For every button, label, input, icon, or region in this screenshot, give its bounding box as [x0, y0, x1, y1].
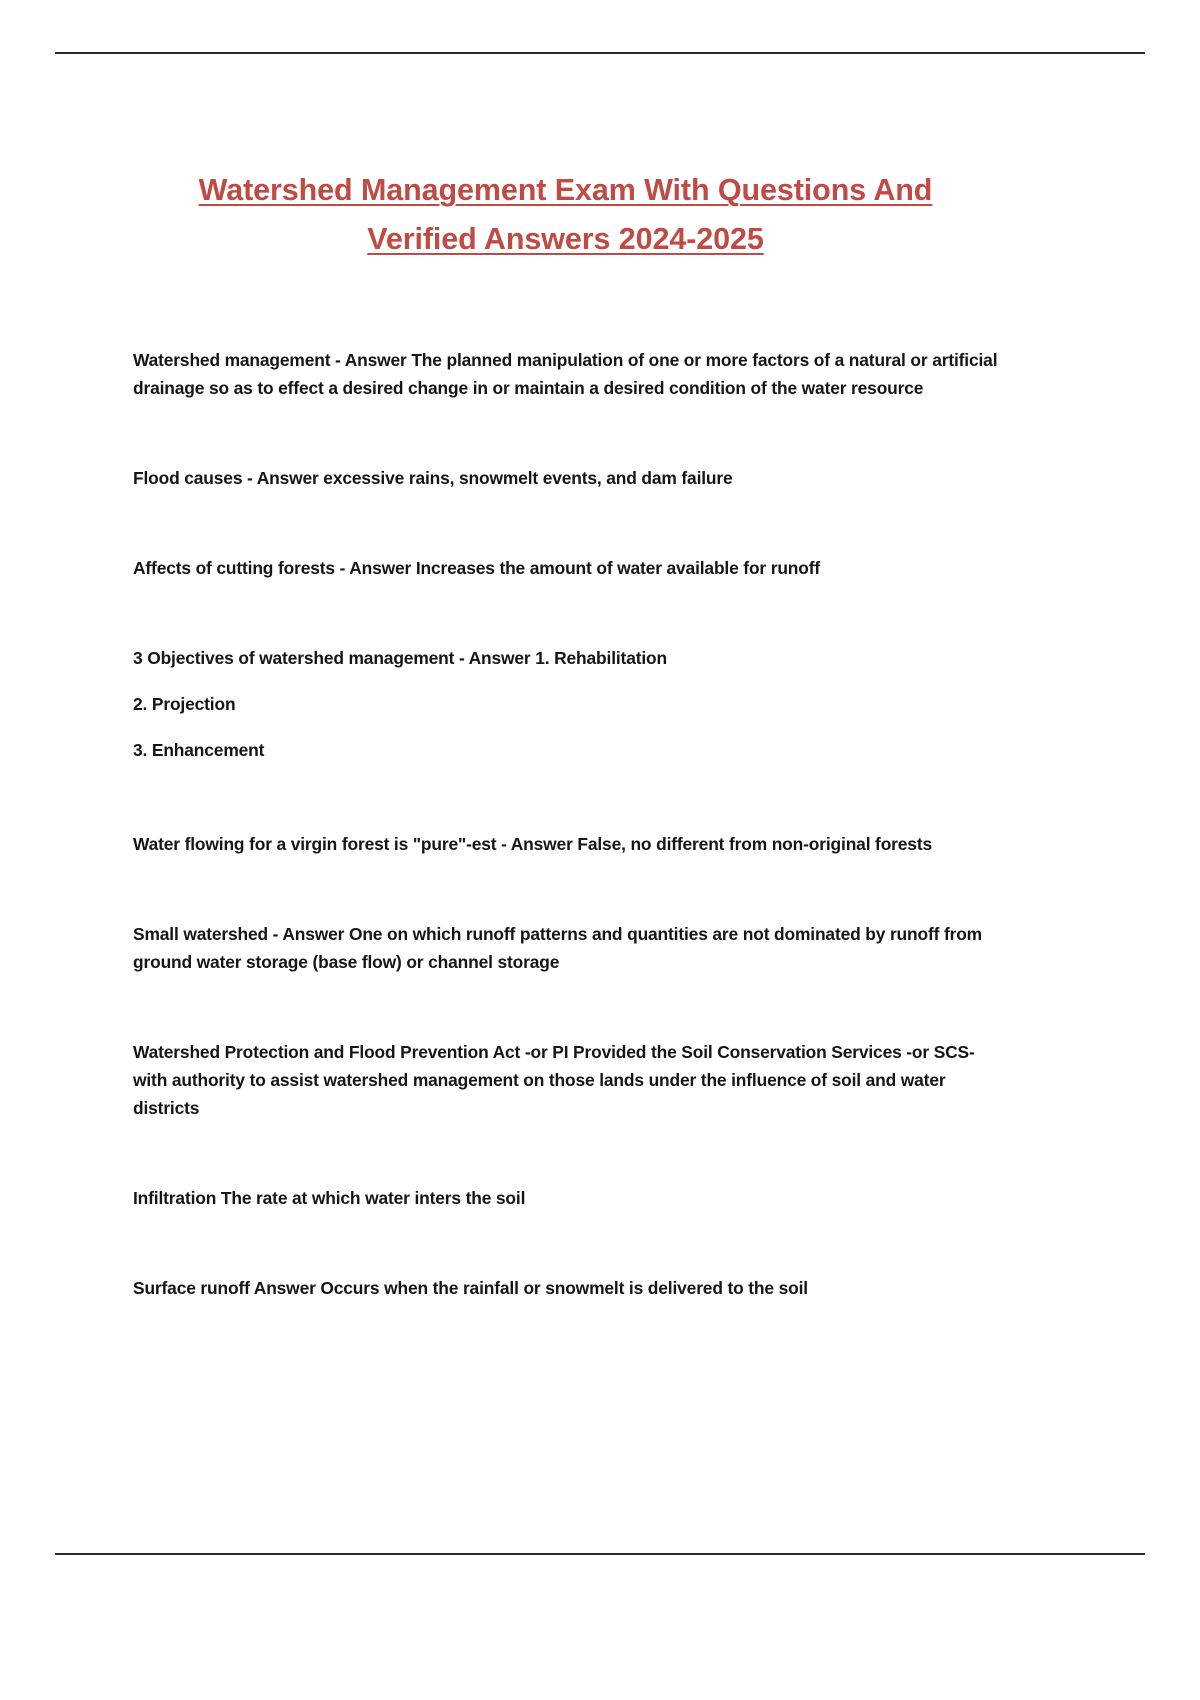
- page-left-margin: [0, 0, 34, 1700]
- block-spacer: [133, 1122, 998, 1184]
- block-spacer: [133, 764, 998, 830]
- block-spacer: [133, 492, 998, 554]
- block-spacer: [133, 582, 998, 644]
- qa-block-virgin-forest-purity: [133, 830, 998, 858]
- qa-text: Small watershed - Answer One on which runoff patterns and quantities are not dominated by runoff from ground water storage (base flow) or channel storage: [133, 924, 982, 972]
- qa-text: Infiltration The rate at which water inters the soil: [133, 1188, 526, 1208]
- qa-text: Surface runoff Answer Occurs when the rainfall or snowmelt is delivered to the soil: [133, 1278, 808, 1298]
- document-title-line-2: Verified Answers 2024-2025: [367, 222, 764, 256]
- qa-block-surface-runoff: [133, 1274, 998, 1302]
- qa-text: Watershed management - Answer The planned manipulation of one or more factors of a natural or artificial drainage so as to effect a desired change in or maintain a desired condition of the water resource: [133, 350, 998, 398]
- block-spacer: [133, 402, 998, 464]
- qa-block-affects-of-cutting-forests: [133, 554, 998, 582]
- qa-text: 2. Projection: [133, 694, 236, 714]
- qa-text: Watershed Protection and Flood Prevention Act -or PI Provided the Soil Conservation Services -or SCS- with authority to assist watershed management on those lands under the influence of soil and water districts: [133, 1042, 975, 1118]
- qa-block-three-objectives: [133, 644, 998, 764]
- qa-text: Water flowing for a virgin forest is "pure"-est - Answer False, no different from non-original forests: [133, 834, 932, 854]
- qa-block-watershed-protection-act: [133, 1038, 998, 1122]
- page-right-margin: [1166, 0, 1200, 1700]
- document-title-line-1: Watershed Management Exam With Questions And: [198, 173, 933, 207]
- title-spacer: [133, 264, 998, 346]
- document-title: [133, 0, 998, 264]
- document-content: [133, 0, 998, 1302]
- qa-text: 3. Enhancement: [133, 740, 265, 760]
- qa-block-small-watershed: [133, 920, 998, 976]
- qa-block-watershed-management: [133, 346, 998, 402]
- qa-block-flood-causes: [133, 464, 998, 492]
- qa-block-list: [133, 346, 998, 1302]
- qa-block-infiltration: [133, 1184, 998, 1212]
- line-spacer: [133, 672, 998, 690]
- qa-text: Flood causes - Answer excessive rains, snowmelt events, and dam failure: [133, 468, 733, 488]
- block-spacer: [133, 1212, 998, 1274]
- qa-text: Affects of cutting forests - Answer Increases the amount of water available for runoff: [133, 558, 821, 578]
- qa-text: 3 Objectives of watershed management - Answer 1. Rehabilitation: [133, 648, 667, 668]
- block-spacer: [133, 976, 998, 1038]
- page-bottom-rule: [55, 1553, 1145, 1555]
- line-spacer: [133, 718, 998, 736]
- block-spacer: [133, 858, 998, 920]
